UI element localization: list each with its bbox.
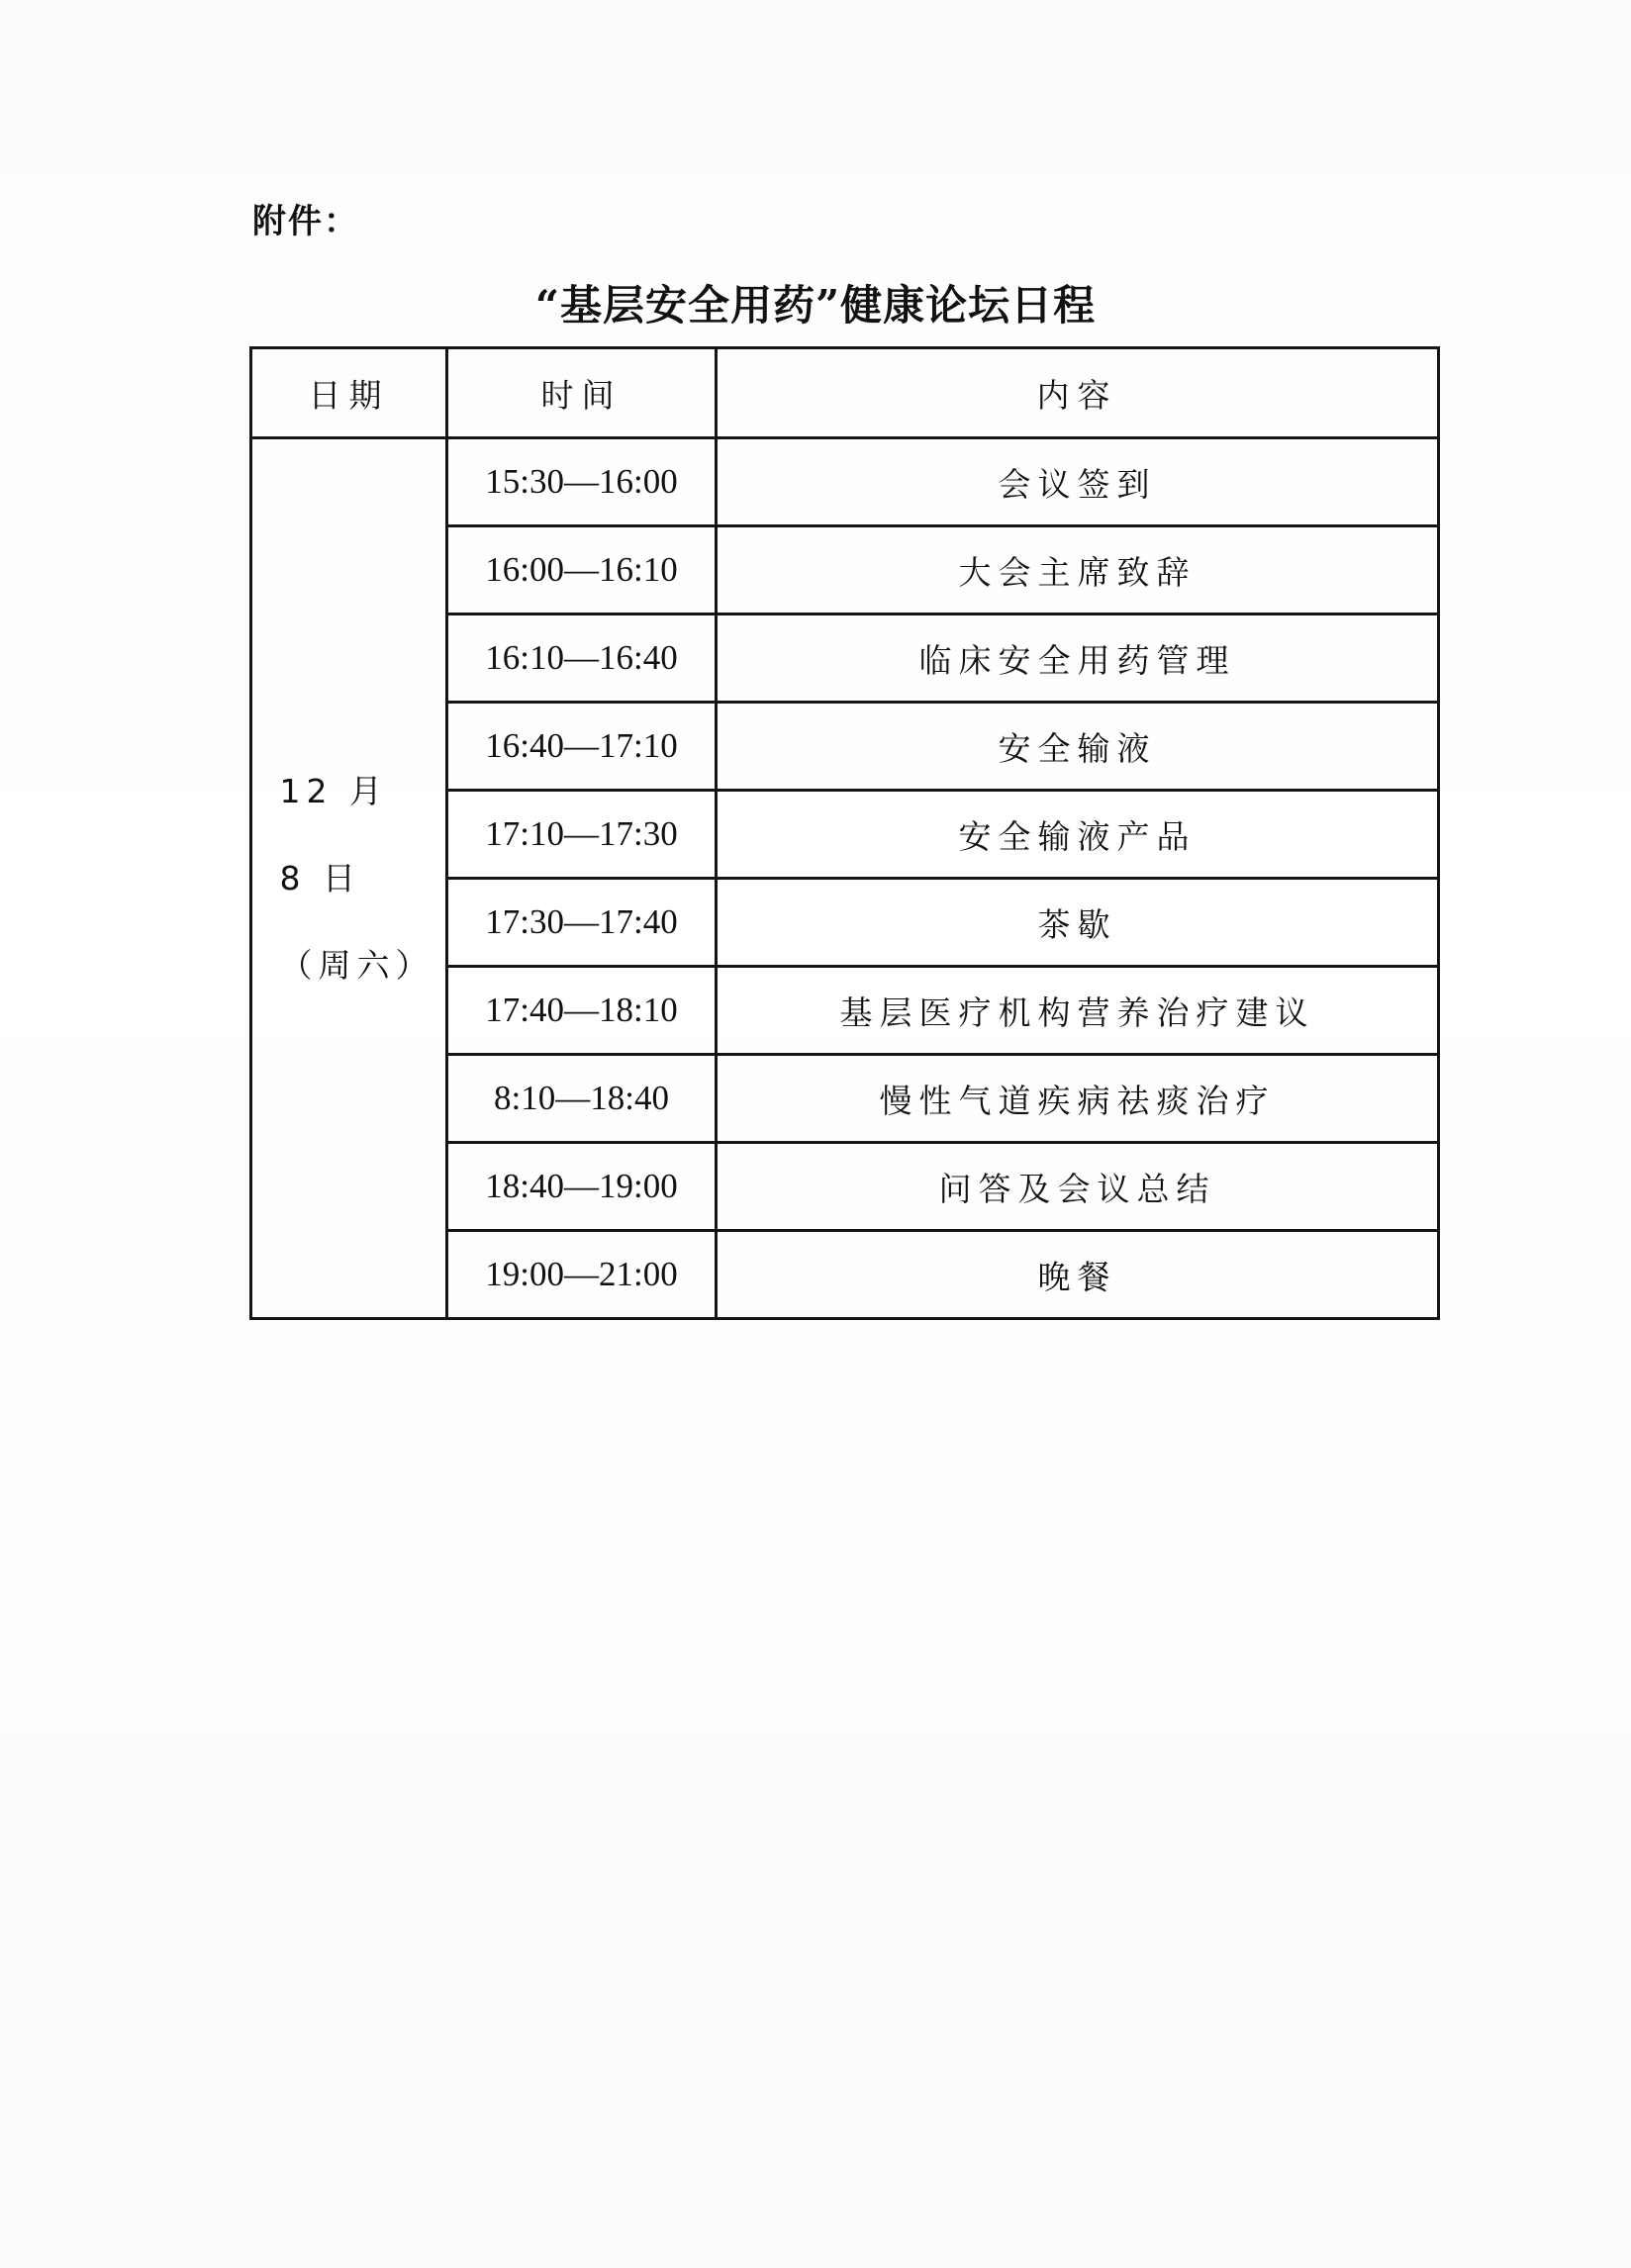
content-cell: 茶歇 bbox=[717, 879, 1439, 967]
header-time: 时间 bbox=[447, 348, 717, 438]
time-cell: 17:40—18:10 bbox=[447, 967, 717, 1055]
date-value: 12 月 8 日（周六） bbox=[279, 771, 434, 985]
content-cell: 慢性气道疾病祛痰治疗 bbox=[717, 1055, 1439, 1143]
time-cell: 17:10—17:30 bbox=[447, 791, 717, 879]
attachment-label: 附件： bbox=[252, 202, 359, 241]
time-cell: 16:10—16:40 bbox=[447, 614, 717, 703]
date-cell bbox=[251, 438, 447, 1319]
time-cell: 16:40—17:10 bbox=[447, 703, 717, 791]
time-cell: 15:30—16:00 bbox=[447, 438, 717, 526]
content-cell: 问答及会议总结 bbox=[717, 1143, 1439, 1231]
content-cell: 基层医疗机构营养治疗建议 bbox=[717, 967, 1439, 1055]
content-cell: 安全输液产品 bbox=[717, 791, 1439, 879]
content-cell: 安全输液 bbox=[717, 703, 1439, 791]
table-header-row bbox=[251, 348, 1439, 438]
table-row bbox=[251, 438, 1439, 526]
time-cell: 8:10—18:40 bbox=[447, 1055, 717, 1143]
header-content: 内容 bbox=[717, 348, 1439, 438]
time-cell: 18:40—19:00 bbox=[447, 1143, 717, 1231]
header-date: 日期 bbox=[251, 348, 447, 438]
content-cell: 大会主席致辞 bbox=[717, 526, 1439, 614]
time-cell: 17:30—17:40 bbox=[447, 879, 717, 967]
content-cell: 临床安全用药管理 bbox=[717, 614, 1439, 703]
content-cell: 晚餐 bbox=[717, 1231, 1439, 1319]
content-cell: 会议签到 bbox=[717, 438, 1439, 526]
time-cell: 19:00—21:00 bbox=[447, 1231, 717, 1319]
document-title: “基层安全用药”健康论坛日程 bbox=[534, 281, 1097, 330]
schedule-table bbox=[249, 346, 1440, 1320]
time-cell: 16:00—16:10 bbox=[447, 526, 717, 614]
